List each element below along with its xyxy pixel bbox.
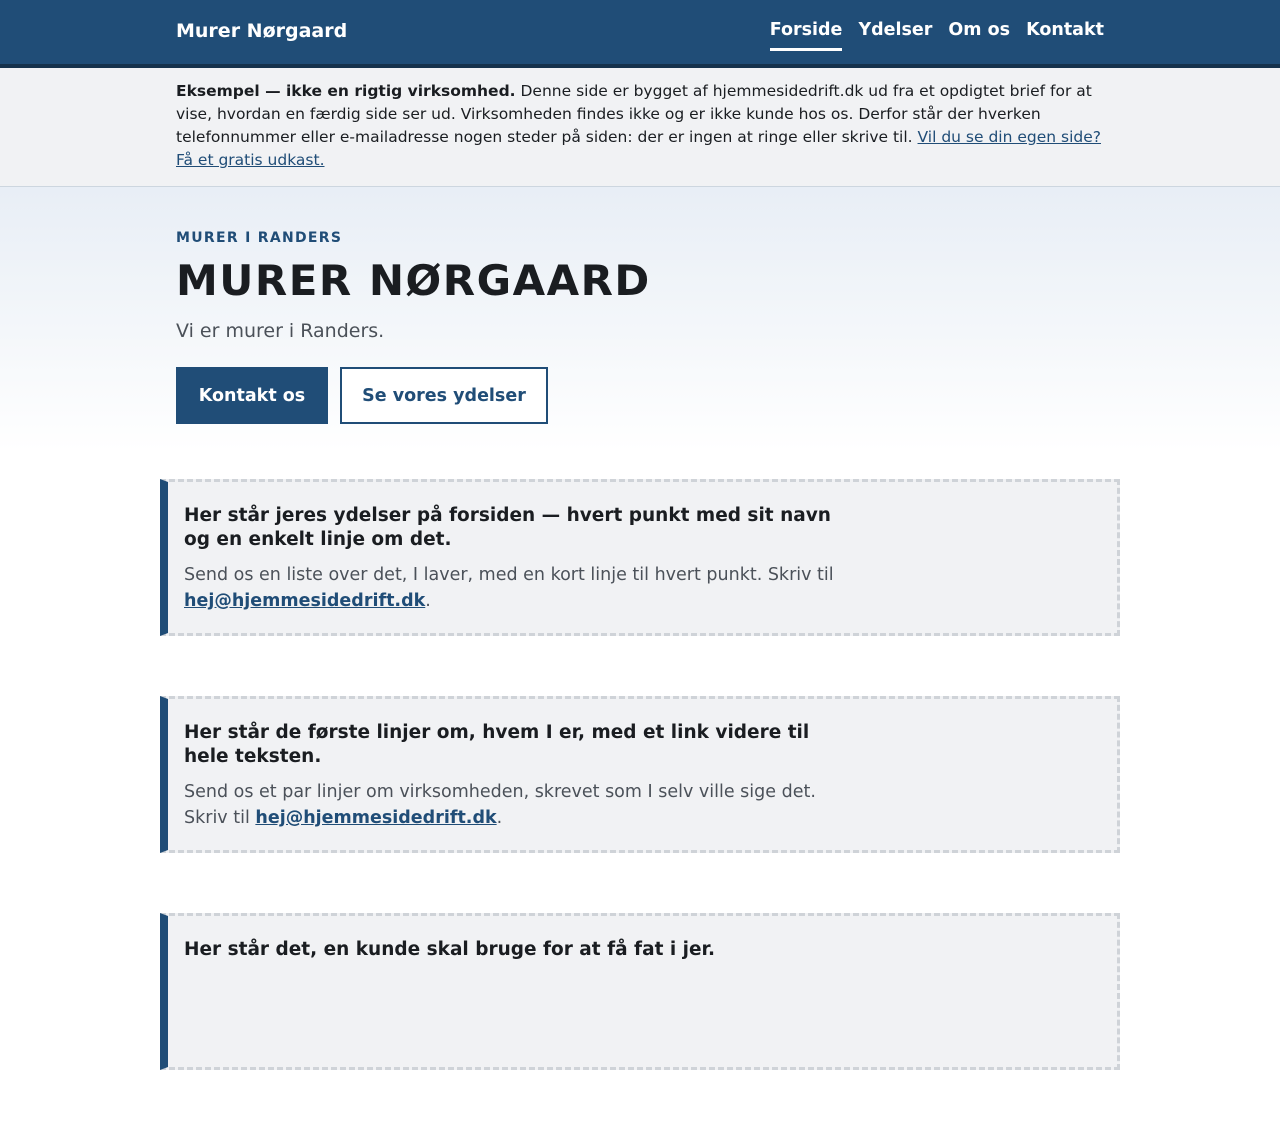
page-title: MURER NØRGAARD (176, 256, 651, 305)
hero-eyebrow: MURER I RANDERS (176, 230, 343, 246)
placeholder-card-contact (160, 913, 1120, 1070)
placeholder-cards (160, 479, 1120, 1130)
card-body: Send os et par linjer om virksomheden, skrevet som I selv ville sige det. Skriv til (184, 782, 816, 828)
email-link[interactable]: hej@hjemmesidedrift.dk (184, 591, 426, 611)
contact-button[interactable]: Kontakt os (176, 367, 328, 424)
nav-om-os[interactable]: Om os (948, 20, 1011, 40)
card-end: . (425, 591, 431, 611)
services-button[interactable]: Se vores ydelser (340, 367, 548, 424)
card-content (184, 721, 834, 831)
card-content (184, 938, 834, 962)
card-body: Send os en liste over det, I laver, med en kort linje til hvert punkt. Skriv til (184, 565, 834, 585)
hero-buttons (176, 367, 651, 424)
brand-link[interactable]: Murer Nørgaard (176, 20, 348, 42)
free-draft-link[interactable]: Vil du se din egen side? Få et gratis udkast. (176, 128, 1101, 169)
card-title: Her står jeres ydelser på forsiden — hvert punkt med sit navn og en enkelt linje om det. (184, 505, 831, 550)
nav-kontakt[interactable]: Kontakt (1026, 20, 1104, 40)
hero-inner (176, 229, 651, 424)
nav-ydelser[interactable]: Ydelser (858, 20, 933, 40)
card-content (184, 504, 834, 614)
site-header (0, 0, 1280, 68)
card-title: Her står de første linjer om, hvem I er, med et link videre til hele teksten. (184, 722, 810, 767)
placeholder-card-services (160, 479, 1120, 636)
card-text (184, 779, 834, 831)
notice-bold: Eksempel — ikke en rigtig virksomhed. (176, 82, 516, 100)
hero-lead: Vi er murer i Randers. (176, 320, 385, 342)
header-inner (176, 0, 1104, 64)
main-nav (770, 19, 1104, 51)
example-notice (0, 68, 1280, 187)
card-end: . (496, 808, 503, 828)
notice-text (176, 80, 1106, 172)
notice-body: Denne side er bygget af hjemmesidedrift.dk ud fra et opdigtet brief for at vise, hvordan en færdig side ser ud. Virksomheden findes ikke og er ikke kunde hos os. Derfor står der hverken telefonnummer eller e-mailadresse nogen steder på siden: der er ingen at ringe eller skrive til. (176, 82, 1092, 146)
nav-forside[interactable]: Forside (770, 19, 843, 51)
card-title: Her står det, en kunde skal bruge for at få fat i jer. (184, 939, 716, 960)
hero (0, 187, 1280, 451)
card-text (184, 562, 834, 614)
email-link[interactable]: hej@hjemmesidedrift.dk (255, 808, 497, 828)
placeholder-card-about (160, 696, 1120, 853)
